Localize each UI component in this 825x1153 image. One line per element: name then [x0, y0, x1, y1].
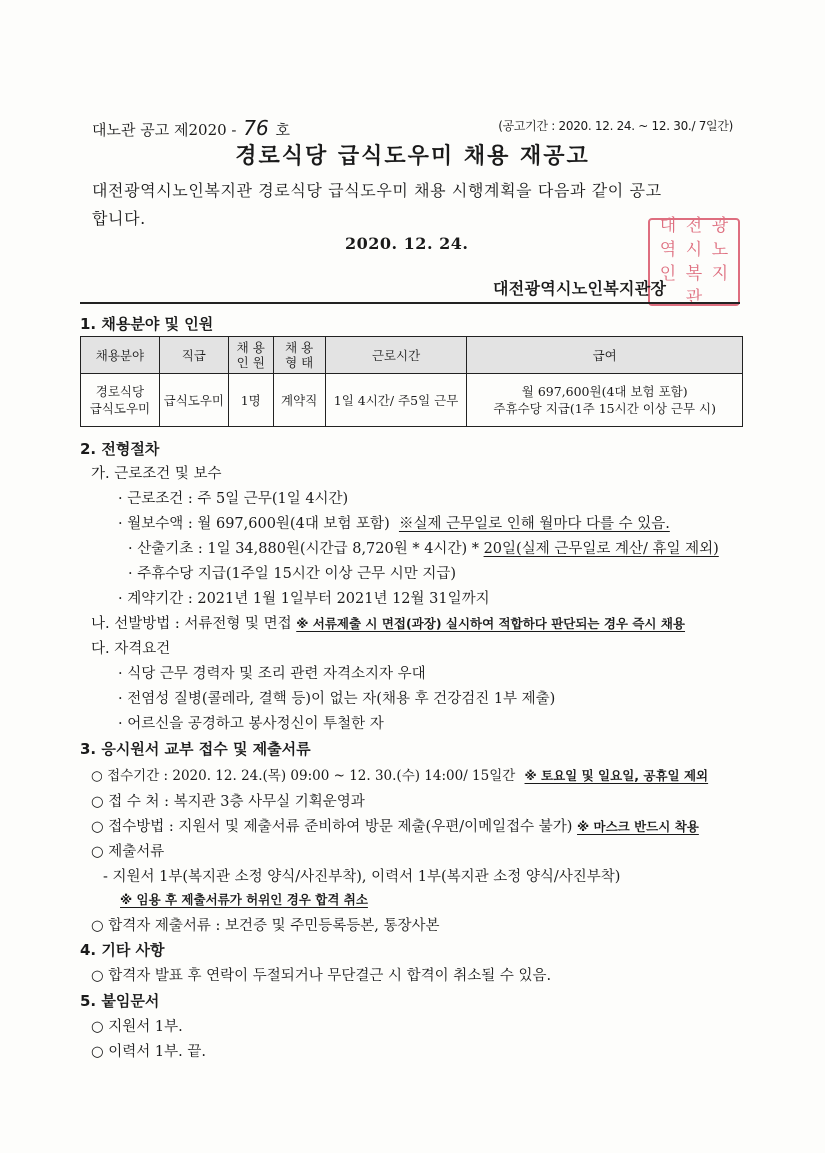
notice-handwritten-number: 76 — [243, 116, 269, 140]
working-conditions: · 근로조건 : 주 5일 근무(1일 4시간) — [118, 491, 349, 507]
td-working-hours: 1일 4시간/ 주5일 근무 — [325, 374, 467, 427]
td-employment-type: 계약직 — [273, 374, 325, 427]
mask-note: ※ 마스크 반드시 착용 — [577, 819, 699, 834]
issuing-organization: 대전광역시노인복지관장 — [493, 279, 667, 298]
working-conditions-heading: 가. 근로조건 및 보수 — [91, 466, 222, 482]
th-employment-type: 채 용 형 태 — [273, 337, 325, 374]
th-salary: 급여 — [467, 337, 743, 374]
qualification-3: · 어르신을 공경하고 봉사정신이 투철한 자 — [118, 716, 384, 732]
notice-suffix: 호 — [275, 121, 291, 139]
notice-date: 2020. 12. 24. — [345, 234, 469, 253]
contract-period: · 계약기간 : 2021년 1월 1일부터 2021년 12월 31일까지 — [118, 591, 490, 607]
pay-basis-line: · 산출기초 : 1일 34,880원(시간급 8,720원 * 4시간) * 20일(실제 근무일로 계산/ 휴일 제외) — [128, 541, 719, 557]
pay-basis-note: 20일(실제 근무일로 계산/ 휴일 제외) — [483, 541, 719, 557]
weekly-allowance: · 주휴수당 지급(1주일 15시간 이상 근무 시만 지급) — [128, 566, 456, 582]
attachment-2: ○ 이력서 1부. 끝. — [91, 1044, 206, 1060]
section3-heading: 3. 응시원서 교부 접수 및 제출서류 — [80, 740, 311, 758]
th-working-hours: 근로시간 — [325, 337, 467, 374]
selection-method-note: ※ 서류제출 시 면접(과장) 실시하여 적합하다 판단되는 경우 즉시 채용 — [296, 616, 686, 631]
required-documents-heading: ○ 제출서류 — [91, 844, 165, 860]
monthly-pay-line: · 월보수액 : 월 697,600원(4대 보험 포함) ※실제 근무일로 인해 월마다 다를 수 있음. — [118, 516, 670, 532]
td-position: 급식도우미 — [159, 374, 228, 427]
section2-heading: 2. 전형절차 — [80, 440, 160, 458]
th-headcount: 채 용 인 원 — [228, 337, 273, 374]
false-document-note: ※ 임용 후 제출서류가 허위인 경우 합격 취소 — [120, 892, 368, 907]
required-documents: - 지원서 1부(복지관 소정 양식/사진부착), 이력서 1부(복지관 소정 양식/사진부착) — [103, 869, 621, 885]
th-field: 채용분야 — [81, 337, 160, 374]
intro-line-1: 대전광역시노인복지관 경로식당 급식도우미 채용 시행계획을 다음과 같이 공고 — [92, 181, 662, 200]
notice-number-line — [92, 116, 290, 140]
td-field: 경로식당 급식도우미 — [81, 374, 160, 427]
recruitment-table — [80, 336, 743, 427]
table-header-row — [81, 337, 743, 374]
selection-method-line: 나. 선발방법 : 서류전형 및 면접 ※ 서류제출 시 면접(과장) 실시하여 적합하다 판단되는 경우 즉시 채용 — [91, 616, 686, 632]
qualifications-heading: 다. 자격요건 — [91, 641, 171, 657]
application-period-line: ○ 접수기간 : 2020. 12. 24.(목) 09:00 ~ 12. 30.(수) 14:00/ 15일간 ※ 토요일 및 일요일, 공휴일 제외 — [91, 768, 709, 784]
header-divider — [80, 302, 740, 304]
application-place: ○ 접 수 처 : 복지관 3층 사무실 기획운영과 — [91, 794, 365, 810]
monthly-pay-note: ※실제 근무일로 인해 월마다 다를 수 있음. — [398, 516, 670, 532]
qualification-2: · 전염성 질병(콜레라, 결핵 등)이 없는 자(채용 후 건강검진 1부 제출) — [118, 691, 556, 707]
td-headcount: 1명 — [228, 374, 273, 427]
notice-period: (공고기간 : 2020. 12. 24. ~ 12. 30./ 7일간) — [498, 119, 733, 133]
table-row — [81, 374, 743, 427]
section4-heading: 4. 기타 사항 — [80, 941, 165, 959]
th-position: 직급 — [159, 337, 228, 374]
official-seal-stamp: 대 전 광 역 시 노 인 복 지 관 — [648, 218, 740, 306]
attachment-1: ○ 지원서 1부. — [91, 1019, 183, 1035]
document-title: 경로식당 급식도우미 채용 재공고 — [235, 143, 590, 169]
section5-heading: 5. 붙임문서 — [80, 992, 160, 1010]
application-period-note: ※ 토요일 및 일요일, 공휴일 제외 — [524, 768, 709, 783]
intro-line-2: 합니다. — [92, 209, 146, 228]
application-method-line: ○ 접수방법 : 지원서 및 제출서류 준비하여 방문 제출(우편/이메일접수 불가) ※ 마스크 반드시 착용 — [91, 819, 699, 835]
notice-prefix: 대노관 공고 제2020 - — [92, 121, 237, 139]
qualification-1: · 식당 근무 경력자 및 조리 관련 자격소지자 우대 — [118, 666, 426, 682]
section1-heading: 1. 채용분야 및 인원 — [80, 315, 214, 333]
misc-note: ○ 합격자 발표 후 연락이 두절되거나 무단결근 시 합격이 취소될 수 있음. — [91, 968, 552, 984]
successful-applicant-documents: ○ 합격자 제출서류 : 보건증 및 주민등록등본, 통장사본 — [91, 918, 440, 934]
td-salary: 월 697,600원(4대 보험 포함) 주휴수당 지급(1주 15시간 이상 근무 시) — [467, 374, 743, 427]
